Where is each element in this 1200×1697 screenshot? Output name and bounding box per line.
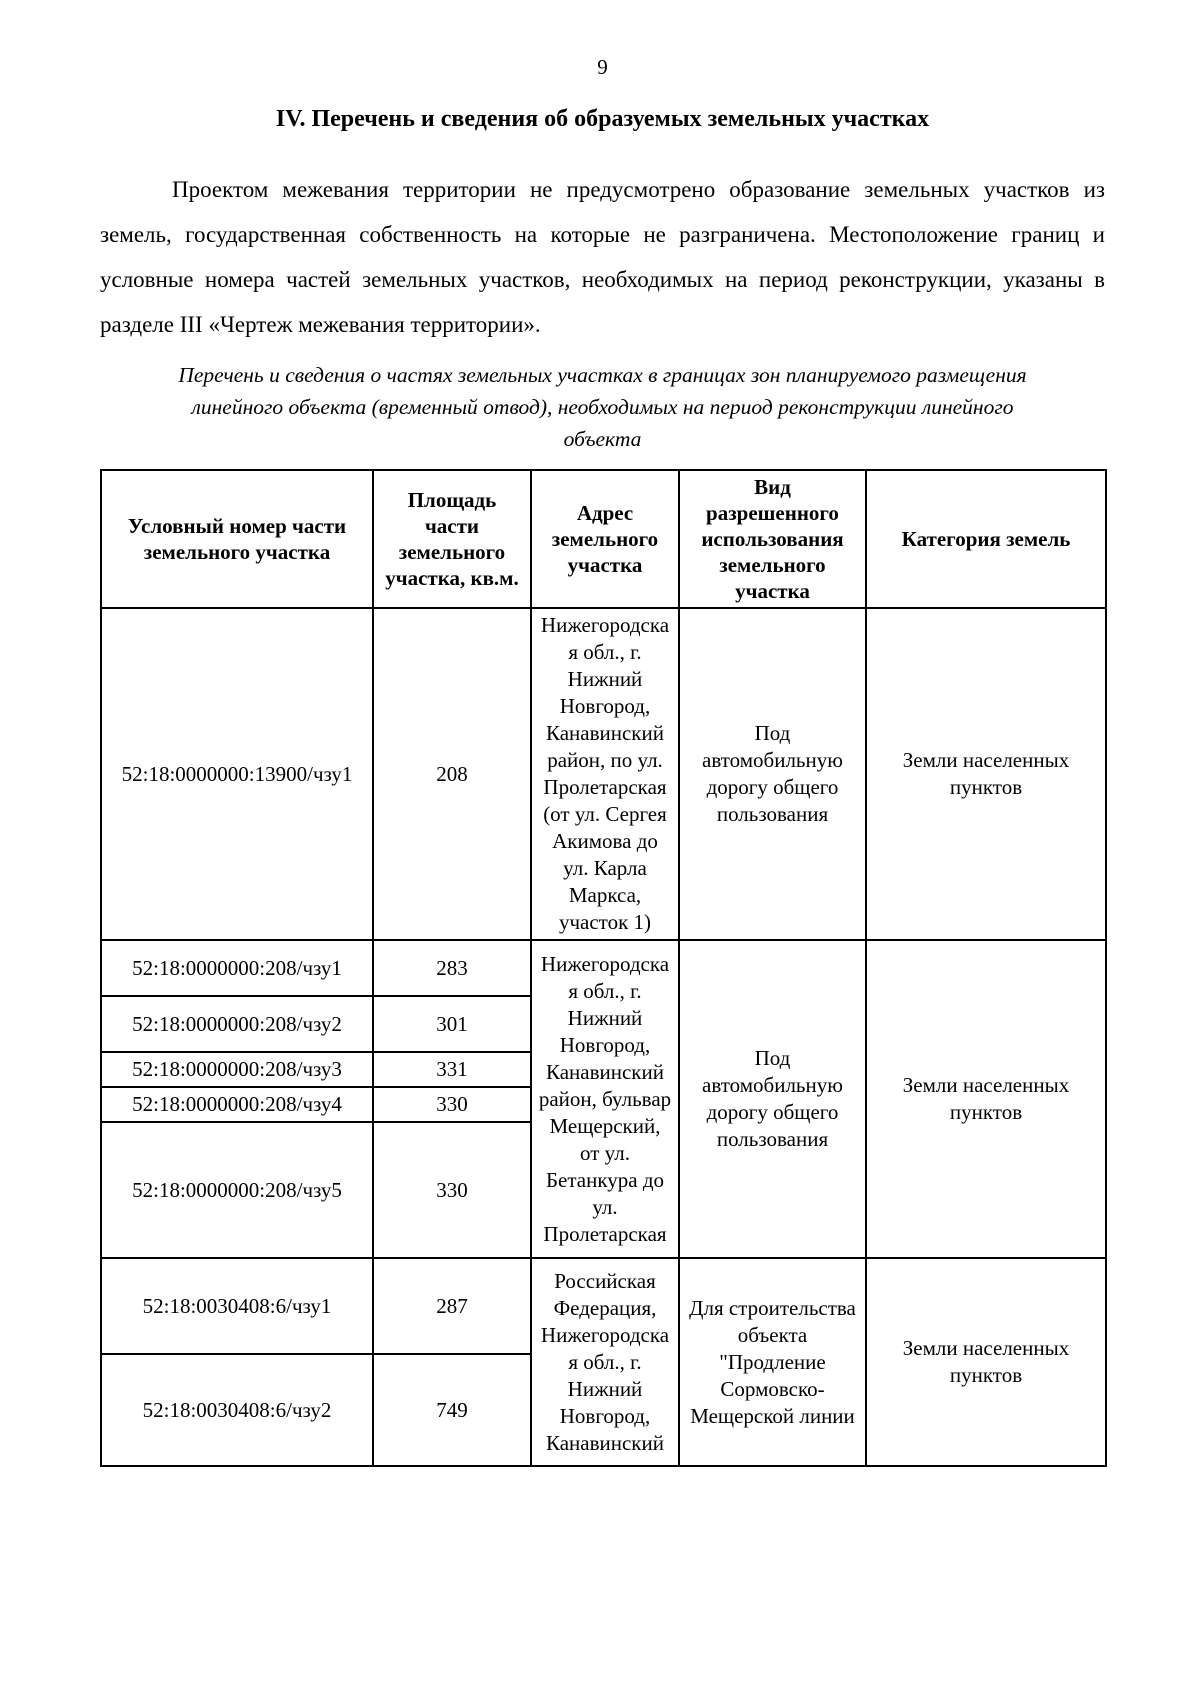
cell-permitted-use: Для строительства объекта "Продление Сормовско-Мещерской линии	[679, 1258, 866, 1466]
cell-land-category: Земли населенных пунктов	[866, 940, 1106, 1258]
cell-plot-number: 52:18:0030408:6/чзу2	[101, 1354, 373, 1466]
cell-permitted-use: Под автомобильную дорогу общего пользования	[679, 940, 866, 1258]
table-header-row	[101, 470, 1106, 608]
cell-plot-number: 52:18:0000000:208/чзу2	[101, 996, 373, 1052]
table-row	[101, 1258, 1106, 1354]
table-caption: Перечень и сведения о частях земельных участках в границах зон планируемого размещения линейного объекта (временный отвод), необходимых на период реконструкции линейного объекта	[178, 363, 1027, 451]
header-plot-area: Площадь части земельного участка, кв.м.	[373, 470, 531, 608]
cell-plot-address: Российская Федерация, Нижегородская обл., г. Нижний Новгород, Канавинский	[531, 1258, 679, 1466]
body-paragraph: Проектом межевания территории не предусмотрено образование земельных участков из земель, государственная собственность на которые не разграничена. Местоположение границ и условные номера частей земельных участков, необходимых на период реконструкции, указаны в разделе III «Чертеж межевания территории».	[100, 177, 1105, 337]
cell-plot-number: 52:18:0000000:208/чзу3	[101, 1052, 373, 1087]
cell-plot-address: Нижегородская обл., г. Нижний Новгород, Канавинский район, по ул. Пролетарская (от ул. Сергея Акимова до ул. Карла Маркса, участок 1)	[531, 608, 679, 940]
cell-plot-address: Нижегородская обл., г. Нижний Новгород, Канавинский район, бульвар Мещерский, от ул. Бетанкура до ул. Пролетарская	[531, 940, 679, 1258]
header-plot-number: Условный номер части земельного участка	[101, 470, 373, 608]
header-permitted-use: Вид разрешенного использования земельного участка	[679, 470, 866, 608]
cell-plot-area: 208	[373, 608, 531, 940]
cell-plot-area: 330	[373, 1087, 531, 1122]
cell-land-category: Земли населенных пунктов	[866, 608, 1106, 940]
cell-plot-area: 287	[373, 1258, 531, 1354]
table-row	[101, 940, 1106, 996]
cell-plot-area: 749	[373, 1354, 531, 1466]
land-plots-table	[100, 469, 1107, 1467]
page-title: IV. Перечень и сведения об образуемых земельных участках	[275, 106, 930, 132]
cell-plot-area: 331	[373, 1052, 531, 1087]
header-land-category: Категория земель	[866, 470, 1106, 608]
cell-plot-number: 52:18:0030408:6/чзу1	[101, 1258, 373, 1354]
table-row	[101, 608, 1106, 940]
cell-plot-number: 52:18:0000000:208/чзу4	[101, 1087, 373, 1122]
cell-land-category: Земли населенных пунктов	[866, 1258, 1106, 1466]
header-plot-address: Адрес земельного участка	[531, 470, 679, 608]
cell-plot-number: 52:18:0000000:208/чзу1	[101, 940, 373, 996]
cell-plot-area: 301	[373, 996, 531, 1052]
cell-plot-area: 330	[373, 1122, 531, 1258]
cell-plot-area: 283	[373, 940, 531, 996]
cell-plot-number: 52:18:0000000:208/чзу5	[101, 1122, 373, 1258]
cell-permitted-use: Под автомобильную дорогу общего пользования	[679, 608, 866, 940]
cell-plot-number: 52:18:0000000:13900/чзу1	[101, 608, 373, 940]
page-number: 9	[597, 55, 608, 79]
